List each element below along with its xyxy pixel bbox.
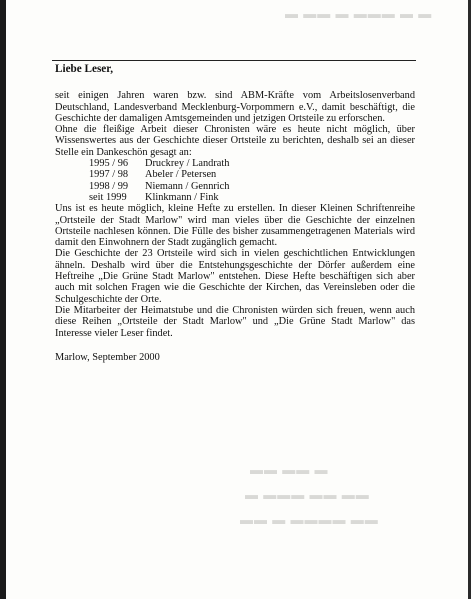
list-item xyxy=(89,181,229,192)
chronicler-list xyxy=(89,158,229,203)
paragraph: Uns ist es heute möglich, kleine Hefte zu erstellen. In dieser Kleinen Schriftenreihe „Ortsteile der Stadt Marlow" wird man vieles über die Geschichte der einzelnen Ortsteile nachlesen können. Die Fülle des bisher zusammengetragenen Materials wird damit den Einwohnern der Stadt zugänglich gemacht. xyxy=(55,203,415,249)
chronicler-names: Klinkmann / Fink xyxy=(145,191,219,203)
scan-edge-left xyxy=(0,0,6,599)
chronicler-names: Niemann / Gennrich xyxy=(145,180,230,192)
paragraph: Die Mitarbeiter der Heimatstube und die Chronisten würden sich freuen, wenn auch diese Reihen „Ortsteile der Stadt Marlow" und „Die Grüne Stadt Marlow" das Interesse vieler Leser findet. xyxy=(55,304,415,339)
place-date-signature: Marlow, September 2000 xyxy=(55,351,160,363)
bleed-through-mark: ▬ ▬▬ ▬ ▬▬▬ ▬ ▬ xyxy=(285,6,433,21)
chronicler-years: 1997 / 98 xyxy=(89,169,129,181)
bleed-through-mark: ▬▬ ▬ ▬▬▬▬ ▬▬ xyxy=(240,512,379,527)
bleed-through-mark: ▬ ▬▬▬ ▬▬ ▬▬ xyxy=(245,487,370,502)
list-item xyxy=(89,158,229,169)
list-item xyxy=(89,169,229,180)
chronicler-years: 1995 / 96 xyxy=(89,158,129,170)
chronicler-years: 1998 / 99 xyxy=(89,180,129,192)
chronicler-names: Abeler / Petersen xyxy=(145,169,217,181)
bleed-through-mark: ▬▬ ▬▬ ▬ xyxy=(250,462,329,477)
paragraph: Ohne die fleißige Arbeit dieser Chronisten wäre es heute nicht möglich, über Wissenswertes aus der Geschichte dieser Ortsteile zu berichten, deshalb sei an dieser Stelle ein Dankeschön gesagt an: xyxy=(55,124,415,158)
header-rule xyxy=(52,60,416,61)
greeting: Liebe Leser, xyxy=(55,63,114,75)
chronicler-years: seit 1999 xyxy=(89,191,127,203)
paragraph: seit einigen Jahren waren bzw. sind ABM-Kräfte vom Arbeitslosenverband Deutschland, Landesverband Mecklenburg-Vorpommern e.V., damit beschäftigt, die Geschichte der damaligen Amtsgemeinden und jetzigen Ortsteile zu erforschen. xyxy=(55,90,415,124)
chronicler-names: Druckrey / Landrath xyxy=(145,158,230,170)
list-item xyxy=(89,192,229,203)
letter-body xyxy=(55,64,415,363)
paragraph: Die Geschichte der 23 Ortsteile wird sich in vielen geschichtlichen Entwicklungen ähneln. Deshalb wird über die Entstehungsgeschichte der Dörfer außerdem eine Heftreihe „Die Grüne Stadt Marlow" entstehen. Diese Hefte beschäftigen sich aber auch mit solchen Fragen wie die Geschichte der Kirchen, das Vereinsleben oder die Schulgeschichte der Orte. xyxy=(55,248,415,305)
